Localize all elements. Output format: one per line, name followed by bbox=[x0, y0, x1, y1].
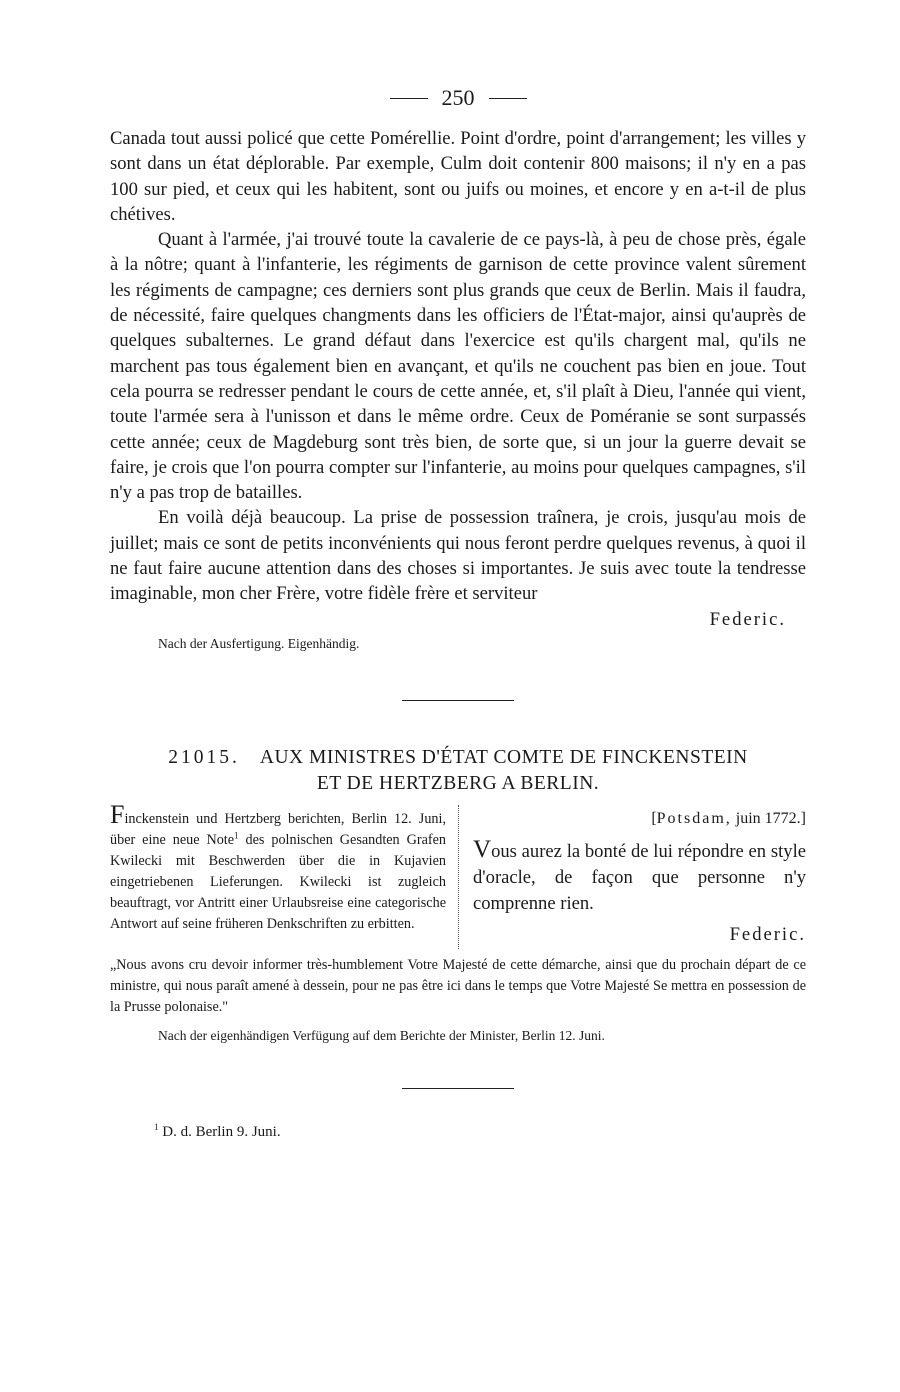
report-dropcap: F bbox=[110, 799, 125, 829]
ministers-quote: „Nous avons cru devoir informer très-humblement Votre Majesté de cette démarche, ainsi que du prochain départ de ce ministre, qui nous paraît amené à dessein, pour ne pas être ici dans le temps que Votre Majesté Se mettra en possession de la Prusse polonaise." bbox=[110, 956, 806, 1015]
document-source-note: Nach der eigenhändigen Verfügung auf dem Berichte der Minister, Berlin 12. Juni. bbox=[158, 1027, 605, 1043]
document-number: 21015. bbox=[168, 746, 240, 768]
footnote bbox=[154, 1121, 806, 1143]
letter-paragraph-1: Canada tout aussi policé que cette Pomérellie. Point d'ordre, point d'arrangement; les villes y sont dans un état déplorable. Par exemple, Culm doit contenir 800 maisons; il n'y en a pas 100 sur pied, et ceux qui les habitent, sont ou juifs ou moines, et encore y en a-t-il de plus chétives. bbox=[110, 128, 806, 225]
footnote-number: 1 bbox=[154, 1121, 159, 1132]
section-separator bbox=[402, 700, 514, 701]
footnote-separator bbox=[402, 1088, 514, 1089]
document-heading-text-1: AUX MINISTRES D'ÉTAT COMTE DE FINCKENSTEIN bbox=[259, 746, 748, 768]
letter-paragraph-2: Quant à l'armée, j'ai trouvé toute la cavalerie de ce pays-là, à peu de chose près, égale à la nôtre; quant à l'infanterie, les régiments de garnison de cette province valent sûrement les régiments de campagne; ces derniers sont plus grands que ceux de Berlin. Mais il faudra, de nécessité, faire quelques changments dans les officiers de l'État-major, ainsi qu'auprès de quelques subalternes. Le grand défaut dans l'exercice est qu'ils chargent mal, qu'ils ne marchent pas tous également bien en avançant, et qu'ils ne couchent pas bien en joue. Tout cela pourra se redresser pendant le cours de cette année, et, s'il plaît à Dieu, l'année qui vient, toute l'armée sera à l'unisson et dans le même ordre. Ceux de Poméranie se sont surpassés cette année; ceux de Magdeburg sont très bien, de sorte que, si un jour la guerre devait se faire, je crois que l'on pourra compter sur l'infanterie, au moins pour quelques campagnes, s'il n'y a pas trop de batailles. bbox=[110, 229, 806, 504]
report-summary-text-b: des polnischen Gesandten Grafen Kwilecki mit Beschwerden über die in Kujavien eingetriebenen Lieferungen. Kwilecki ist zugleich beauftragt, vor Antritt einer Urlaubsreise eine categorische Antwort auf seine früheren Denkschriften zu erbitten. bbox=[110, 831, 446, 932]
reply-signature: Federic. bbox=[729, 923, 806, 945]
page-number: 250 bbox=[441, 85, 475, 110]
two-column-block bbox=[110, 799, 806, 949]
footnote-text: D. d. Berlin 9. Juni. bbox=[158, 1123, 281, 1140]
page-header bbox=[110, 84, 806, 112]
document-heading-line-1 bbox=[110, 745, 806, 771]
header-rule-left bbox=[390, 98, 428, 99]
report-summary bbox=[110, 799, 459, 949]
footnote-marker: 1 bbox=[234, 830, 239, 841]
reply-dateline bbox=[473, 807, 806, 831]
letter-signature: Federic. bbox=[709, 608, 786, 630]
report-summary-text-a: inckenstein und Hertzberg berichten, Berlin 12. Juni, über eine neue Note bbox=[110, 810, 446, 848]
reply-dropcap: V bbox=[473, 835, 492, 863]
reply-text bbox=[473, 837, 806, 917]
letter-source-note: Nach der Ausfertigung. Eigenhändig. bbox=[158, 635, 360, 651]
dateline-date: juin 1772. bbox=[735, 809, 801, 827]
document-heading bbox=[110, 745, 806, 797]
header-rule-right bbox=[489, 98, 527, 99]
page bbox=[110, 84, 806, 1143]
document-heading-line-2: ET DE HERTZBERG A BERLIN. bbox=[316, 772, 600, 794]
dateline-close-bracket: ] bbox=[800, 809, 806, 827]
dateline-place: Potsdam, bbox=[656, 809, 732, 827]
reply-body: ous aurez la bonté de lui répondre en style d'oracle, de façon que personne n'y comprenne rien. bbox=[473, 840, 806, 914]
dateline-open-bracket: [ bbox=[651, 809, 657, 827]
letter-paragraph-3: En voilà déjà beaucoup. La prise de possession traînera, je crois, jusqu'au mois de juillet; mais ce sont de petits inconvénients qui nous feront perdre quelques revenus, à quoi il ne faut faire aucune attention dans des choses si importantes. Je suis avec toute la tendresse imaginable, mon cher Frère, votre fidèle frère et serviteur bbox=[110, 507, 806, 605]
royal-reply bbox=[459, 805, 806, 949]
